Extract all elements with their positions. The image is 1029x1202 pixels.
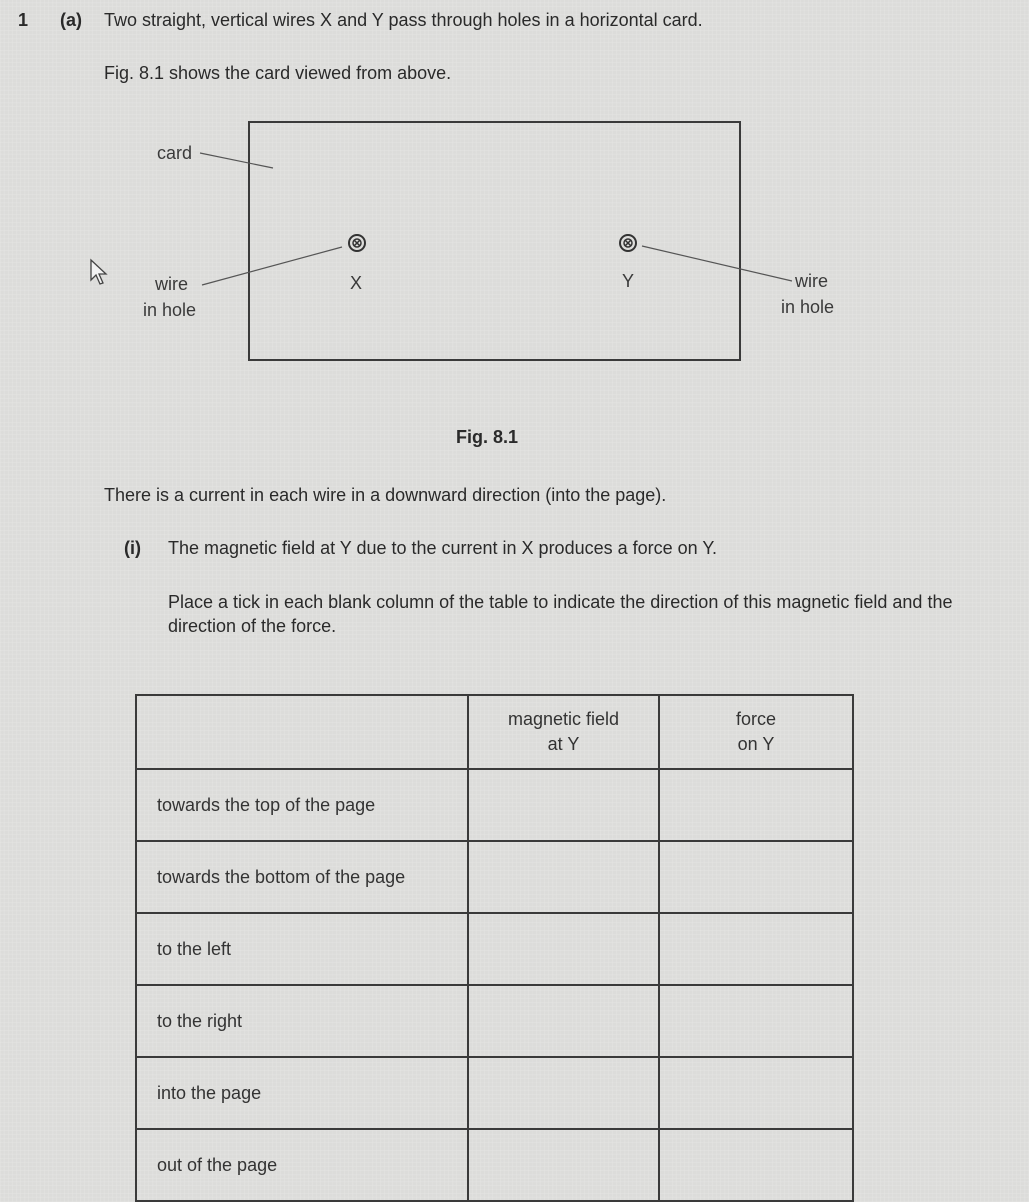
wire-right-leader-line [642,246,792,281]
row-label: towards the top of the page [136,769,468,841]
subpart-instruction: Place a tick in each blank column of the table to indicate the direction of this magnetic field and the direction of the force. [168,592,953,636]
wire-x-into-page-icon [349,235,365,251]
row-label: out of the page [136,1129,468,1201]
table-row [136,841,853,913]
row-label: into the page [136,1057,468,1129]
tick-cell-magnetic-right[interactable] [468,985,659,1057]
mouse-cursor-icon [88,258,118,290]
card-diagram [0,0,1029,420]
wire-left-label-line2: in hole [143,300,197,320]
tick-cell-magnetic-top[interactable] [468,769,659,841]
header-magnetic-field [468,695,659,769]
row-label: to the right [136,985,468,1057]
figure-intro: Fig. 8.1 shows the card viewed from above. [104,63,452,83]
wire-left-leader-line [202,247,342,285]
header-force [659,695,853,769]
wire-y-into-page-icon [620,235,636,251]
table-row [136,1129,853,1201]
tick-cell-force-left[interactable] [659,913,853,985]
table-row [136,913,853,985]
answer-table [135,694,854,1202]
header-magnetic-line2: at Y [547,734,580,754]
wire-right-label-line1: wire [795,271,829,291]
tick-cell-magnetic-into[interactable] [468,1057,659,1129]
table-row [136,985,853,1057]
card-rectangle [249,122,740,360]
tick-cell-magnetic-left[interactable] [468,913,659,985]
tick-cell-force-top[interactable] [659,769,853,841]
figure-caption: Fig. 8.1 [456,427,519,447]
wire-y-label: Y [622,271,635,291]
row-label: to the left [136,913,468,985]
tick-cell-force-into[interactable] [659,1057,853,1129]
tick-cell-magnetic-bottom[interactable] [468,841,659,913]
header-force-line2: on Y [737,734,775,754]
tick-cell-force-bottom[interactable] [659,841,853,913]
wire-right-label-line2: in hole [781,297,835,317]
header-force-line1: force [735,709,777,729]
card-leader-line [200,153,273,168]
table-header-row [136,695,853,769]
question-text: Two straight, vertical wires X and Y pass through holes in a horizontal card. [104,10,703,30]
wire-left-label-line1: wire [155,274,189,294]
tick-cell-magnetic-out[interactable] [468,1129,659,1201]
question-number: 1 [18,10,29,30]
current-statement: There is a current in each wire in a downward direction (into the page). [104,485,667,505]
table-row [136,769,853,841]
row-label: towards the bottom of the page [136,841,468,913]
header-magnetic-line1: magnetic field [507,709,620,729]
header-blank-cell [136,695,468,769]
subpart-number: (i) [124,538,141,558]
tick-cell-force-out[interactable] [659,1129,853,1201]
subpart-text: The magnetic field at Y due to the current in X produces a force on Y. [168,538,718,558]
tick-cell-force-right[interactable] [659,985,853,1057]
wire-x-label: X [350,273,363,293]
card-label: card [157,143,193,163]
question-part: (a) [60,10,82,30]
table-row [136,1057,853,1129]
